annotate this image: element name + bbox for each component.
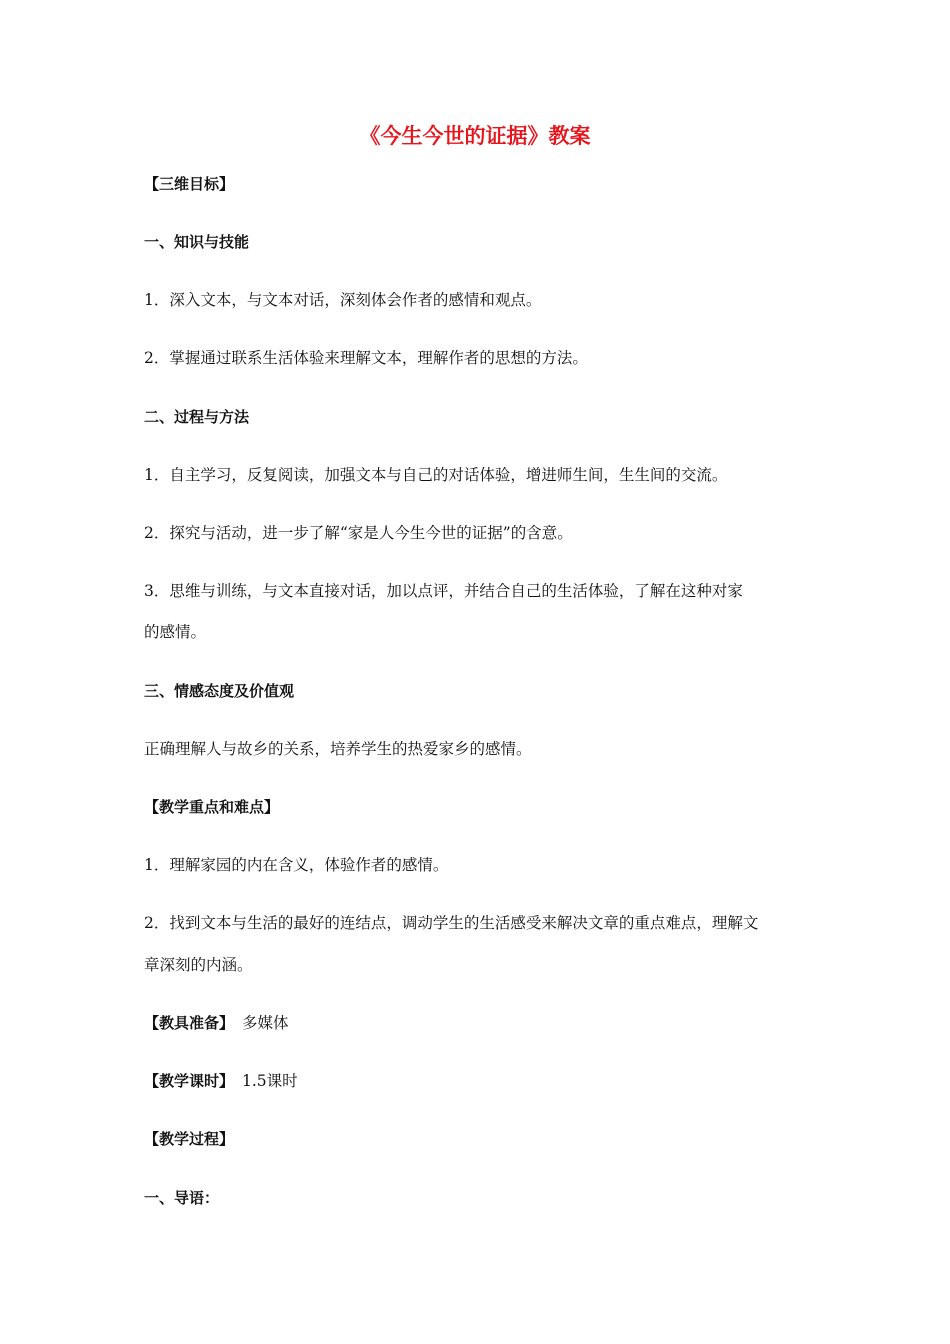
goals-heading: 【三维目标】 [144, 175, 235, 193]
knowledge-heading: 一、知识与技能 [144, 233, 250, 251]
process-item-1: 1．自主学习，反复阅读，加强文本与自己的对话体验，增进师生间，生生间的交流。 [144, 466, 728, 484]
teaching-process-heading: 【教学过程】 [144, 1130, 235, 1148]
document-title: 《今生今世的证据》教案 [359, 124, 591, 148]
process-item-2: 2．探究与活动，进一步了解“家是人今生今世的证据”的含意。 [144, 524, 573, 542]
process-heading: 二、过程与方法 [144, 408, 250, 426]
hours-label: 【教学课时】 [144, 1072, 235, 1090]
emotion-heading: 三、情感态度及价值观 [144, 682, 295, 700]
tools-label: 【教具准备】 [144, 1014, 235, 1032]
keypoints-item-2-line-2: 章深刻的内涵。 [144, 956, 253, 974]
emotion-item-1: 正确理解人与故乡的关系，培养学生的热爱家乡的感情。 [144, 740, 532, 758]
tools-row [144, 1012, 814, 1034]
hours-value: 1.5课时 [242, 1072, 298, 1090]
knowledge-item-2: 2．掌握通过联系生活体验来理解文本，理解作者的思想的方法。 [144, 349, 588, 367]
process-item-3-line-2: 的感情。 [144, 623, 207, 641]
process-item-3-line-1: 3．思维与训练，与文本直接对话，加以点评，并结合自己的生活体验，了解在这种对家 [144, 582, 743, 600]
keypoints-item-2-line-1: 2．找到文本与生活的最好的连结点，调动学生的生活感受来解决文章的重点难点，理解文 [144, 914, 759, 932]
intro-heading: 一、导语： [144, 1189, 220, 1207]
knowledge-item-1: 1．深入文本，与文本对话，深刻体会作者的感情和观点。 [144, 291, 542, 309]
tools-value: 多媒体 [242, 1014, 289, 1032]
keypoints-heading: 【教学重点和难点】 [144, 798, 280, 816]
keypoints-item-1: 1．理解家园的内在含义，体验作者的感情。 [144, 856, 449, 874]
hours-row [144, 1070, 814, 1092]
